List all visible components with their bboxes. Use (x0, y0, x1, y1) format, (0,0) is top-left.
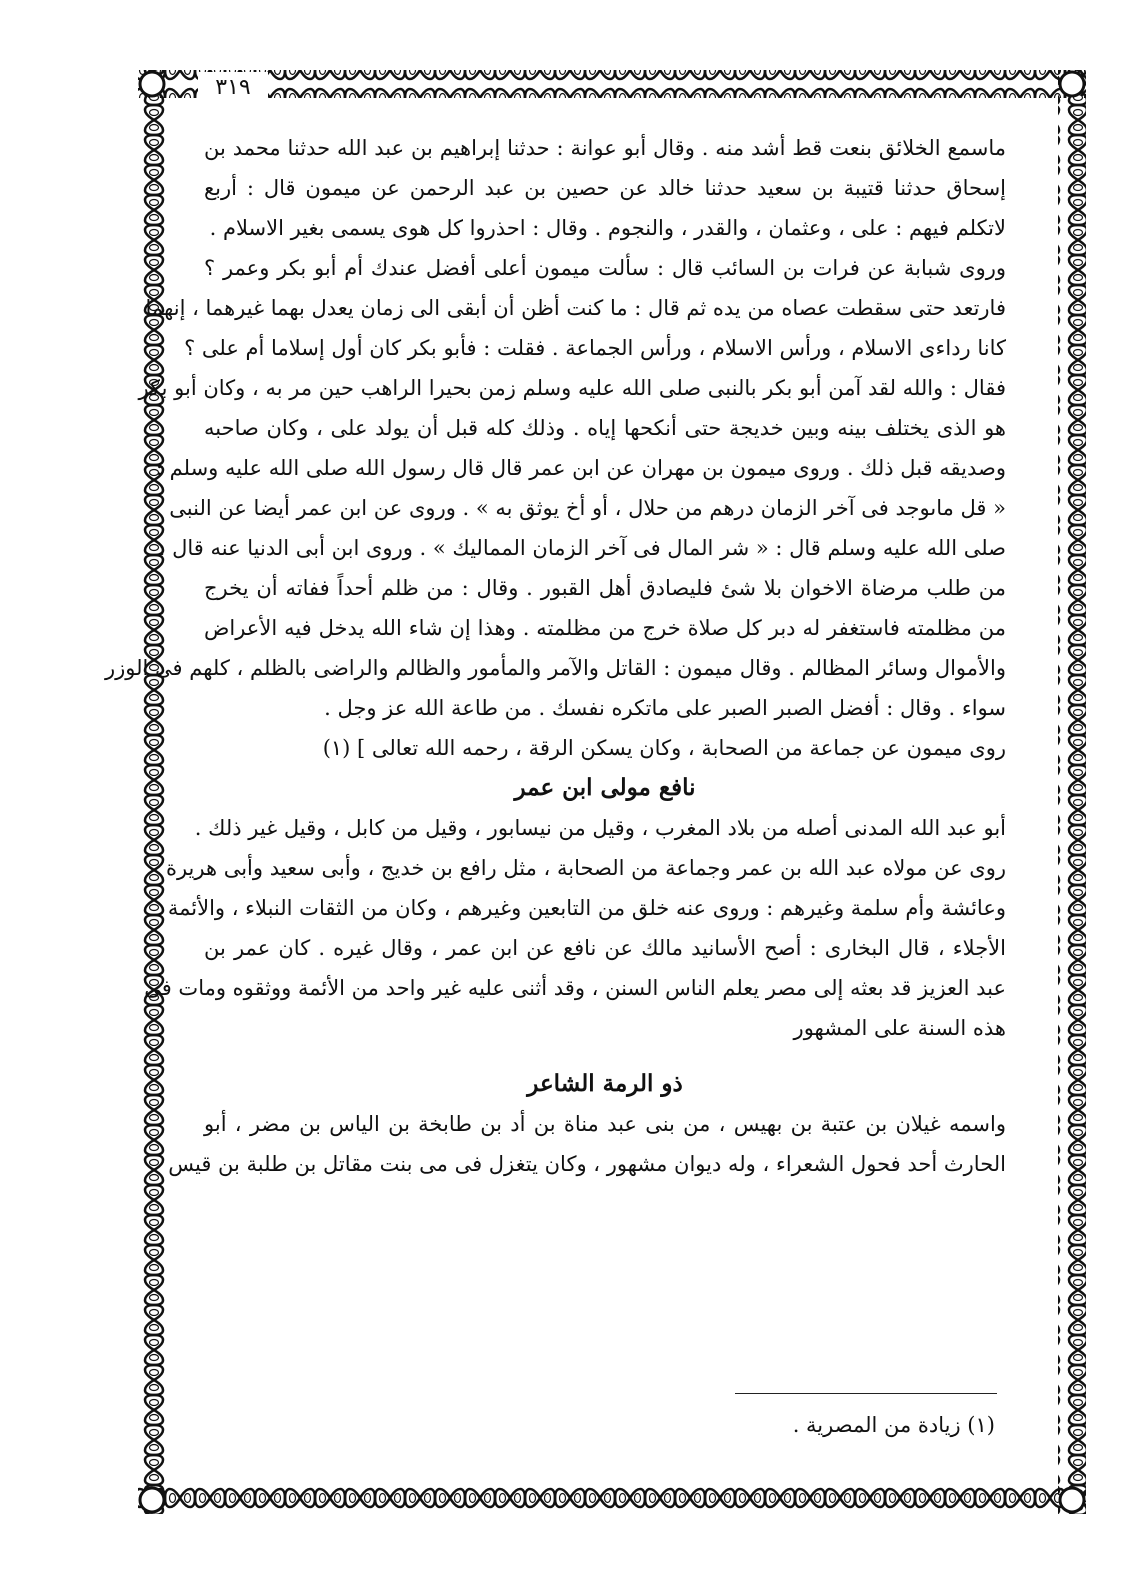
page-text (104, 128, 1007, 1184)
text-line: هذه السنة على المشهور (793, 1016, 1006, 1040)
text-line: صلى الله عليه وسلم قال : « شر المال فى آخر الزمان المماليك » . وروى ابن أبى الدنيا عنه قال : (158, 536, 1006, 560)
border-top (138, 70, 1086, 98)
section-heading: ذو الرمة الشاعر (527, 1070, 683, 1097)
text-line: واسمه غيلان بن عتبة بن بهيس ، من بنى عبد مناة بن أد بن طابخة بن الياس بن مضر ، أبو (204, 1112, 1006, 1136)
border-left (138, 70, 166, 1514)
section-heading: نافع مولى ابن عمر (514, 774, 696, 801)
text-line: سواء . وقال : أفضل الصبر الصبر على ماتكره نفسك . من طاعة الله عز وجل . (324, 696, 1006, 720)
text-line: وصديقه قبل ذلك . وروى ميمون بن مهران عن ابن عمر قال قال رسول الله صلى الله عليه وسلم : (155, 456, 1006, 480)
text-line: وروى شبابة عن فرات بن السائب قال : سألت ميمون أعلى أفضل عندك أم أبو بكر وعمر ؟ (204, 256, 1007, 280)
border-right (1058, 70, 1086, 1514)
text-line: الحارث أحد فحول الشعراء ، وله ديوان مشهور ، وكان يتغزل فى مى بنت مقاتل بن طلبة بن قيس (168, 1152, 1006, 1176)
text-line: وعائشة وأم سلمة وغيرهم : وروى عنه خلق من التابعين وغيرهم ، وكان من الثقات النبلاء ، والأئمة (167, 896, 1006, 920)
text-line: الأجلاء ، قال البخارى : أصح الأسانيد مالك عن نافع عن ابن عمر ، وقال غيره . كان عمر بن (204, 936, 1006, 960)
text-line: إسحاق حدثنا قتيبة بن سعيد حدثنا خالد عن حصين بن عبد الرحمن عن ميمون قال : أربع (204, 176, 1006, 200)
text-line: روى عن مولاه عبد الله بن عمر وجماعة من الصحابة ، مثل رافع بن خديج ، وأبى سعيد وأبى هريرة (165, 856, 1006, 880)
text-line: روى ميمون عن جماعة من الصحابة ، وكان يسكن الرقة ، رحمه الله تعالى ] (١) (322, 736, 1006, 760)
spacer (204, 1048, 1006, 1064)
text-line: من مظلمته فاستغفر له دبر كل صلاة خرج من مظلمته . وهذا إن شاء الله يدخل فيه الأعراض (204, 616, 1006, 640)
text-line: هو الذى يختلف بينه وبين خديجة حتى أنكحها إياه . وذلك كله قبل أن يولد على ، وكان صاحبه (204, 416, 1006, 440)
text-line: والأموال وسائر المظالم . وقال ميمون : القاتل والآمر والمأمور والظالم والراضى بالظلم ، كلهم فى الوزر (104, 656, 1006, 680)
border-bottom (138, 1486, 1086, 1514)
text-line: أبو عبد الله المدنى أصله من بلاد المغرب ، وقيل من نيسابور ، وقيل من كابل ، وقيل غير ذلك . (194, 816, 1006, 840)
page-number: ٣١٩ (198, 72, 268, 104)
text-line: عبد العزيز قد بعثه إلى مصر يعلم الناس السنن ، وقد أثنى عليه غير واحد من الأئمة ووثقوه ومات فى (144, 976, 1006, 1000)
text-line: فارتعد حتى سقطت عصاه من يده ثم قال : ما كنت أظن أن أبقى الى زمان يعدل بهما غيرهما ، إنهما (145, 296, 1006, 320)
text-line: لاتكلم فيهم : على ، وعثمان ، والقدر ، والنجوم . وقال : احذروا كل هوى يسمى بغير الاسلام . (209, 216, 1006, 240)
text-line: فقال : والله لقد آمن أبو بكر بالنبى صلى الله عليه وسلم زمن بحيرا الراهب حين مر به ، وكان أبو بكر (138, 376, 1006, 400)
text-line: ماسمع الخلائق بنعت قط أشد منه . وقال أبو عوانة : حدثنا إبراهيم بن عبد الله حدثنا محمد بن (204, 136, 1006, 160)
footnote-separator (735, 1393, 997, 1394)
text-line: من طلب مرضاة الاخوان بلا شئ فليصادق أهل القبور . وقال : من ظلم أحداً ففاته أن يخرج (204, 576, 1006, 600)
text-line: كانا رداءى الاسلام ، ورأس الاسلام ، ورأس الجماعة . فقلت : فأبو بكر كان أول إسلاما أم على ؟ (184, 336, 1006, 360)
text-line: « قل ماىوجد فى آخر الزمان درهم من حلال ، أو أخ يوثق به » . وروى عن ابن عمر أيضا عن النبى (169, 496, 1006, 520)
footnote: (١) زيادة من المصرية . (792, 1413, 995, 1437)
